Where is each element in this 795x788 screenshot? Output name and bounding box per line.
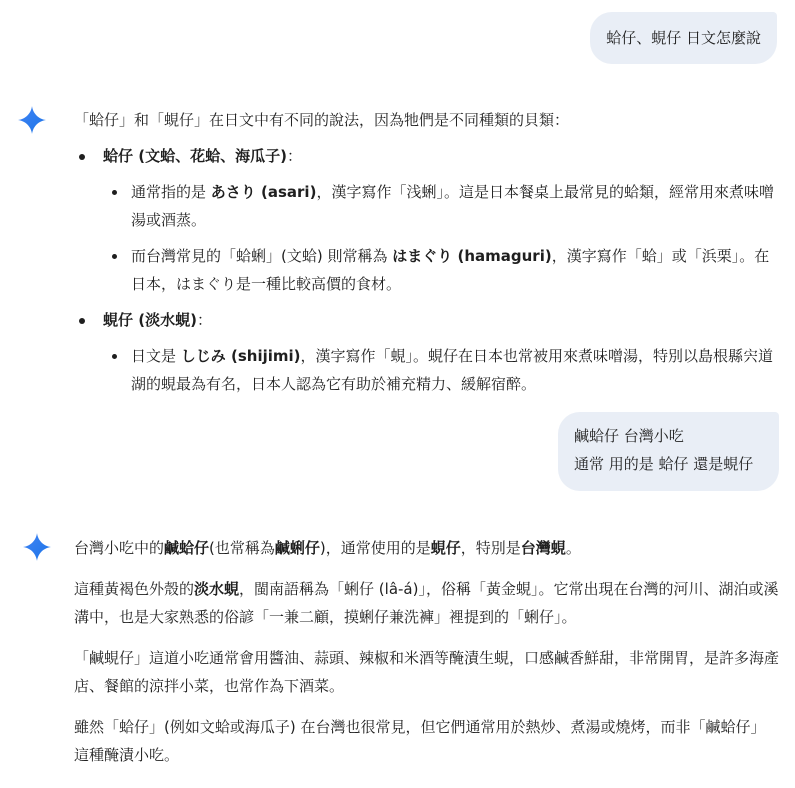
list-item-label: 蛤仔 (文蛤、花蛤、海瓜子) xyxy=(103,147,287,165)
sub-list-item: 通常指的是 あさり (asari)，漢字寫作「浅蜊」。這是日本餐桌上最常見的蛤類，經常用來煮味噌湯或酒蒸。 xyxy=(103,178,779,234)
response-paragraph: 台灣小吃中的鹹蛤仔(也常稱為鹹蜊仔)，通常使用的是蜆仔，特別是台灣蜆。 xyxy=(74,539,581,557)
assistant-response xyxy=(74,106,779,398)
list-item-label: 蜆仔 (淡水蜆) xyxy=(103,311,197,329)
response-paragraph: 雖然「蛤仔」(例如文蛤或海瓜子) 在台灣也很常見，但它們通常用於熱炒、煮湯或燒烤，而非「鹹蛤仔」這種醃漬小吃。 xyxy=(74,718,766,764)
response-list xyxy=(74,142,779,398)
response-paragraph: 這種黃褐色外殼的淡水蜆，閩南語稱為「蜊仔 (lâ-á)」，俗稱「黃金蜆」。它常出現在台灣的河川、湖泊或溪溝中，也是大家熟悉的俗諺「一兼二顧，摸蜊仔兼洗褲」裡提到的「蜊仔」。 xyxy=(74,580,779,626)
gemini-sparkle-icon xyxy=(22,532,52,562)
assistant-response xyxy=(74,534,779,769)
user-message-text: 蛤仔、蜆仔 日文怎麼說 xyxy=(606,29,761,47)
list-item: 蜆仔 (淡水蜆)： 日文是 しじみ (shijimi)，漢字寫作「蜆」。蜆仔在日本也常被用來煮味噌湯，特別以島根縣宍道湖的蜆最為有名，日本人認為它有助於補充精力、緩解宿醉。 xyxy=(74,306,779,398)
user-message-bubble xyxy=(558,412,779,491)
sub-list-item: 而台灣常見的「蛤蜊」(文蛤) 則常稱為 はまぐり (hamaguri)，漢字寫作「蛤」或「浜栗」。在日本，はまぐり是一種比較高價的食材。 xyxy=(103,242,779,298)
sub-list-item: 日文是 しじみ (shijimi)，漢字寫作「蜆」。蜆仔在日本也常被用來煮味噌湯，特別以島根縣宍道湖的蜆最為有名，日本人認為它有助於補充精力、緩解宿醉。 xyxy=(103,342,779,398)
user-message-bubble xyxy=(590,12,777,64)
list-item: 蛤仔 (文蛤、花蛤、海瓜子)： 通常指的是 あさり (asari)，漢字寫作「浅蜊」。這是日本餐桌上最常見的蛤類，經常用來煮味噌湯或酒蒸。 而台灣常見的「蛤蜊」(文蛤) 則常稱為 はまぐり (hamaguri)，漢字寫作「蛤」或「浜栗」。在日本，はまぐり是一種比較高價的食材。 xyxy=(74,142,779,298)
user-message-line: 通常 用的是 蛤仔 還是蜆仔 xyxy=(574,455,754,473)
user-message-line: 鹹蛤仔 台灣小吃 xyxy=(574,427,684,445)
response-intro: 「蛤仔」和「蜆仔」在日文中有不同的說法，因為牠們是不同種類的貝類： xyxy=(74,111,570,129)
gemini-sparkle-icon xyxy=(17,105,47,135)
response-paragraph: 「鹹蜆仔」這道小吃通常會用醬油、蒜頭、辣椒和米酒等醃漬生蜆，口感鹹香鮮甜，非常開胃，是許多海產店、餐館的涼拌小菜，也常作為下酒菜。 xyxy=(74,649,780,695)
